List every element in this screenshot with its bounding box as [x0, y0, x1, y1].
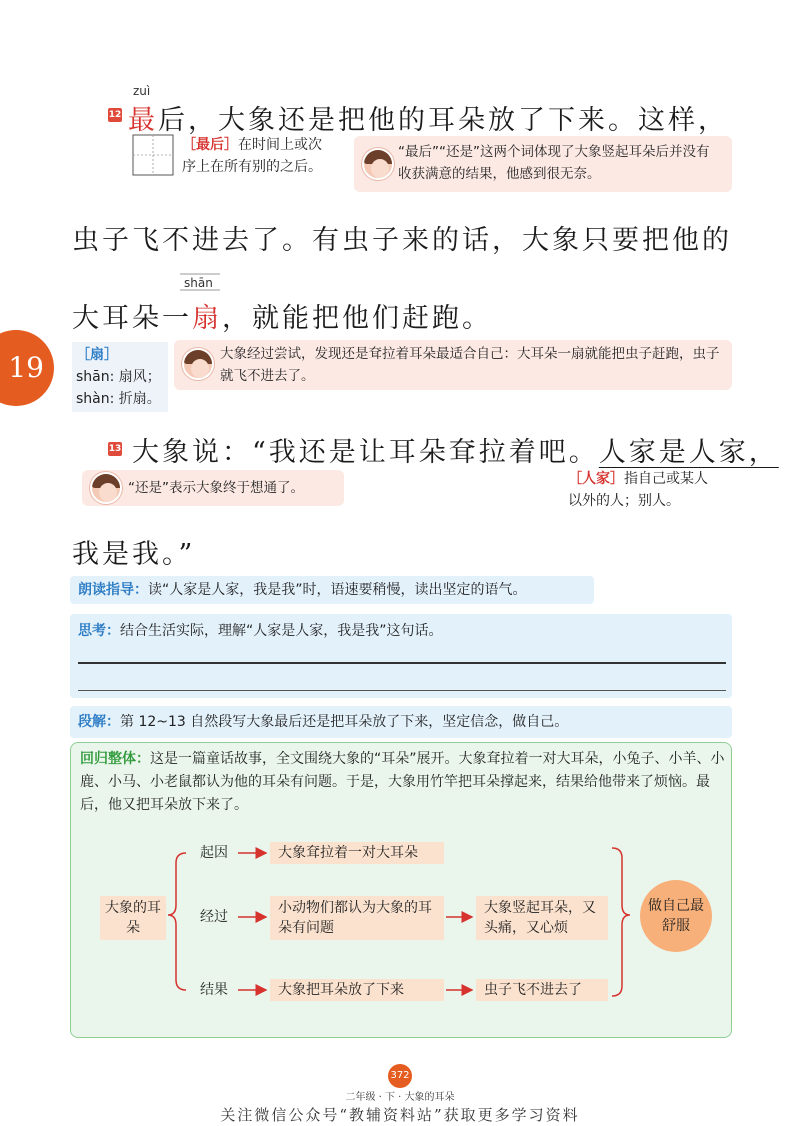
note-shan-line1: shān: 扇风；: [76, 369, 161, 385]
note-renjia-term: ［人家］: [568, 471, 624, 487]
flow-result-node-2: 虫子飞不进去了: [476, 979, 608, 1001]
flow-result-node-1: 大象把耳朵放了下来: [270, 979, 444, 1001]
teacher-bubble-3-text: “还是”表示大象终于想通了。: [128, 480, 304, 496]
para13-line2: 我是我。”: [72, 539, 196, 570]
paragraph-number-12: 12: [108, 110, 122, 120]
footer-grade-line: 二年级 · 下 · 大象的耳朵: [345, 1092, 455, 1103]
paragraph-number-13: 13: [108, 444, 122, 454]
note-shan-term: ［扇］: [76, 347, 118, 363]
teacher-bubble-1-text: “最后”“还是”这两个词体现了大象竖起耳朵后并没有收获满意的结果，他感到很无奈。: [398, 144, 710, 182]
page-number: 372: [388, 1064, 412, 1088]
para12-line3-pre: 大耳朵一: [72, 303, 192, 334]
para12-line2: 虫子飞不进去了。有虫子来的话，大象只要把他的: [72, 225, 732, 256]
pinyin-shan: shān: [184, 276, 213, 290]
flow-conclusion-node: [640, 880, 712, 952]
note-renjia-text1: 指自己或某人: [624, 471, 708, 487]
left-brace: [168, 853, 186, 990]
flow-root-text: 大象的耳朵: [105, 900, 161, 936]
char-zui: 最: [128, 105, 158, 136]
note-renjia-text2: 以外的人；别人。: [568, 493, 680, 509]
teacher-bubble-2-text: 大象经过尝试，发现还是耷拉着耳朵最适合自己：大耳朵一扇就能把虫子赶跑，虫子就飞不进去了。: [220, 346, 720, 384]
note-zuihou-term: ［最后］: [182, 137, 238, 153]
para12-line3-post: ，就能把他们赶跑。: [222, 303, 492, 334]
flow-conclusion-text: 做自己最舒服: [648, 898, 704, 934]
paragraph-summary-label: 段解：: [78, 714, 120, 730]
reading-guide-text: 读“人家是人家，我是我”时，语速要稍慢，读出坚定的语气。: [148, 582, 527, 598]
flow-cause-node: 大象耷拉着一对大耳朵: [270, 842, 444, 864]
flow-process-label: 经过: [200, 909, 228, 925]
review-label: 回归整体：: [80, 751, 150, 767]
para13-line1-pre: 大象说：“我还是让耳朵耷拉着吧。: [132, 437, 599, 468]
reading-guide-label: 朗读指导：: [78, 582, 148, 598]
para12-line1-rest: 后，大象还是把他的耳朵放了下来。这样，: [158, 105, 728, 136]
note-shan-line2: shàn: 折扇。: [76, 391, 161, 407]
review-text: 这是一篇童话故事，全文围绕大象的“耳朵”展开。大象耷拉着一对大耳朵，小兔子、小羊、小鹿、小马、小老鼠都认为他的耳朵有问题。于是，大象用竹竿把耳朵撑起来，结果给他带来了烦恼。最后，他又把耳朵放下来了。: [80, 751, 725, 813]
pinyin-zui: zuì: [133, 84, 151, 98]
flow-result-label: 结果: [200, 982, 228, 998]
lesson-number-badge: 19: [0, 330, 54, 406]
para13-line1-post: 人家是人家，: [598, 437, 779, 468]
flow-process-node-2: 大象竖起耳朵，又头痛，又心烦: [476, 896, 608, 940]
flow-cause-label: 起因: [200, 845, 228, 861]
right-brace: [612, 848, 630, 996]
note-zuihou-text1: 在时间上或次: [238, 137, 322, 153]
char-shan: 扇: [192, 303, 222, 334]
note-zuihou-text2: 序上在所有别的之后。: [182, 159, 322, 175]
think-label: 思考：: [78, 623, 120, 639]
footer-promo: 关注微信公众号“教辅资料站”获取更多学习资料: [220, 1106, 580, 1124]
flow-process-node-1: 小动物们都认为大象的耳朵有问题: [270, 896, 444, 940]
flow-root-node: [100, 896, 166, 940]
think-text: 结合生活实际，理解“人家是人家，我是我”这句话。: [120, 623, 443, 639]
paragraph-summary-text: 第 12~13 自然段写大象最后还是把耳朵放了下来，坚定信念，做自己。: [120, 714, 569, 730]
